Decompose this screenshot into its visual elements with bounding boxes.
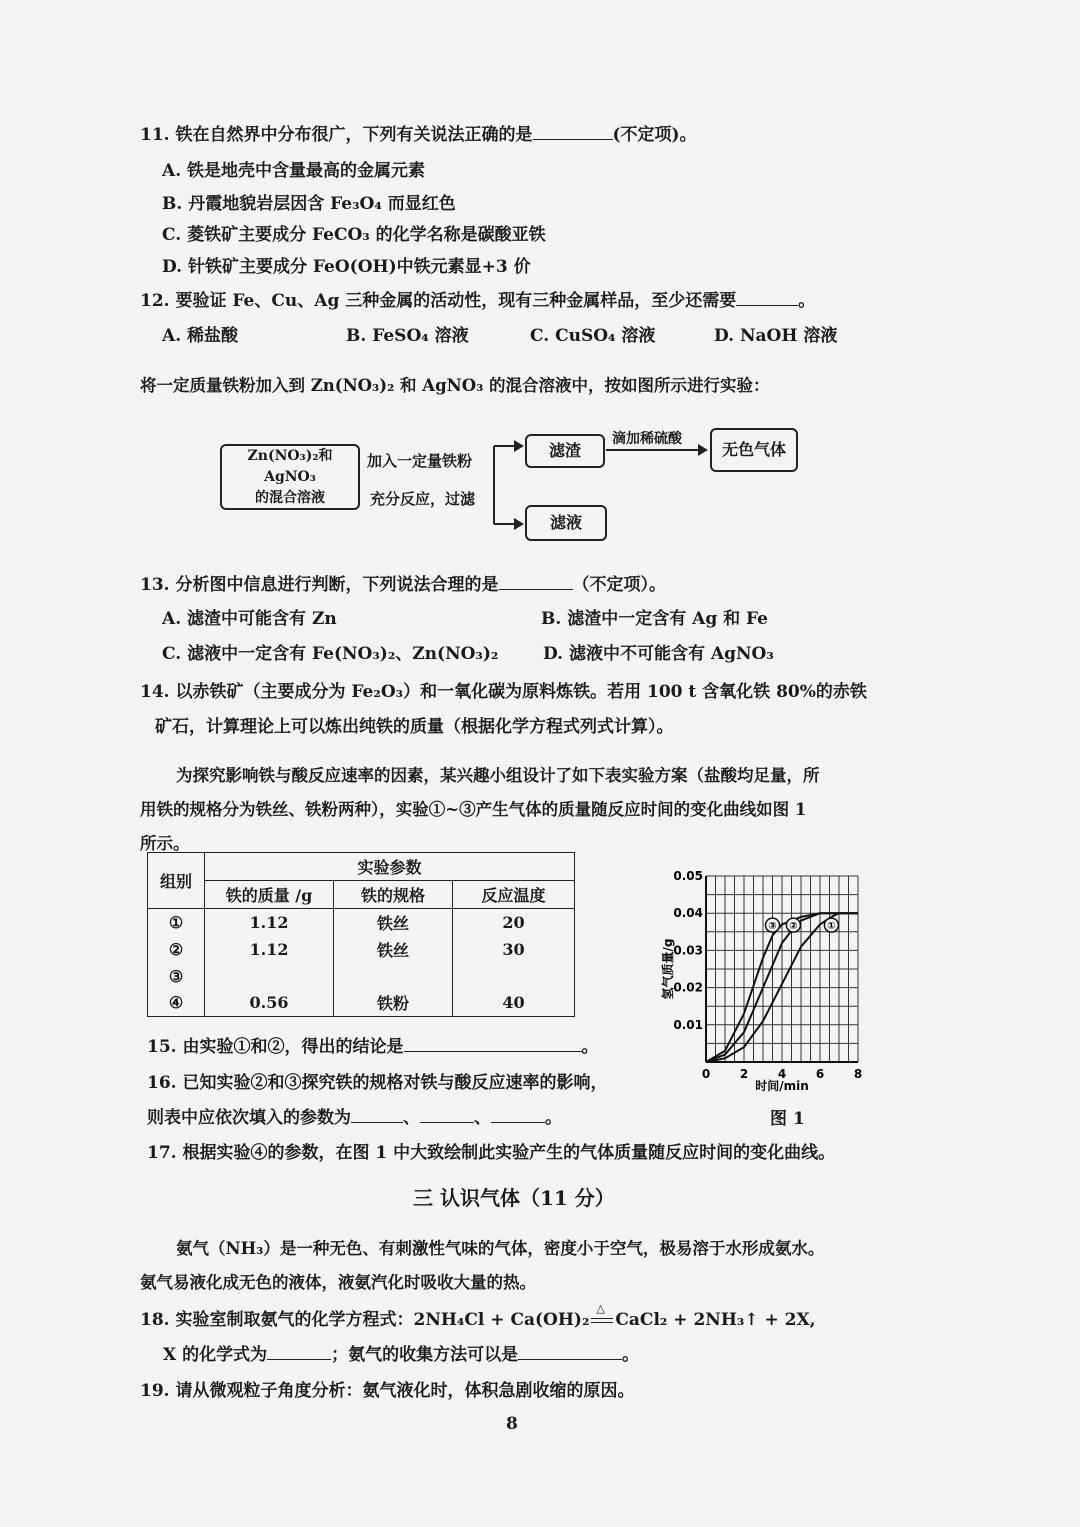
q18-line2-text-a: X 的化学式为	[163, 1345, 268, 1365]
q18-condition	[589, 1302, 615, 1330]
table-row	[148, 936, 575, 963]
arrow-bottom-label: 充分反应，过滤	[370, 490, 476, 508]
q18-line2	[163, 1340, 639, 1365]
q15-answer-blank[interactable]	[404, 1035, 582, 1052]
exp-intro-line1: 为探究影响铁与酸反应速率的因素，某兴趣小组设计了如下表实验方案（盐酸均足量，所	[176, 766, 820, 785]
q11-stem	[140, 120, 697, 145]
q12-answer-blank[interactable]	[736, 289, 798, 306]
filtrate-box: 滤液	[525, 505, 607, 541]
col-temp-header: 反应温度	[453, 881, 575, 909]
x-tick-label: 2	[739, 1067, 749, 1081]
q12-stem	[140, 286, 815, 311]
q19-stem: 19. 请从微观粒子角度分析：氨气液化时，体积急剧收缩的原因。	[140, 1381, 635, 1401]
x-tick-label: 6	[815, 1067, 825, 1081]
y-tick-label: 0.01	[673, 1017, 703, 1032]
row-mass: 1.12	[205, 909, 334, 936]
q13-option-d: D. 滤液中不可能含有 AgNO₃	[543, 644, 774, 664]
q11-stem-text: 11. 铁在自然界中分布很广，下列有关说法正确的是	[140, 125, 533, 145]
q16-line2	[147, 1103, 562, 1128]
q18-line1	[140, 1302, 816, 1330]
y-tick-label: 0.04	[673, 906, 703, 921]
q18-equation-left: 18. 实验室制取氨气的化学方程式：2NH₄Cl + Ca(OH)₂	[140, 1310, 590, 1330]
q16-line1: 16. 已知实验②和③探究铁的规格对铁与酸反应速率的影响，	[147, 1073, 608, 1093]
q16-sep: 、	[474, 1108, 491, 1128]
q16-blank-3[interactable]	[491, 1106, 545, 1123]
exp-intro-line2: 用铁的规格分为铁丝、铁粉两种），实验①~③产生气体的质量随反应时间的变化曲线如图 1	[140, 800, 807, 819]
row-id: ③	[148, 963, 205, 990]
q14-line2: 矿石，计算理论上可以炼出纯铁的质量（根据化学方程式列式计算）。	[155, 717, 674, 737]
start-line2: 的混合溶液	[255, 489, 325, 506]
nh3-intro-line1: 氨气（NH₃）是一种无色、有刺激性气味的气体，密度小于空气，极易溶于水形成氨水。	[176, 1239, 825, 1258]
row-mass: 1.12	[205, 936, 334, 963]
x-tick-label: 8	[853, 1067, 863, 1081]
start-solution-box	[220, 444, 360, 510]
q11-answer-blank[interactable]	[533, 123, 613, 140]
row-id: ④	[148, 990, 205, 1017]
q13-suffix: （不定项）。	[572, 575, 666, 595]
series-label: ①	[827, 921, 836, 933]
y-axis-label: 氢气质量/g	[661, 938, 675, 1000]
x-tick-label: 4	[777, 1067, 787, 1081]
q13-option-a: A. 滤渣中可能含有 Zn	[162, 609, 337, 629]
row-form: 铁粉	[334, 990, 453, 1017]
q17-stem: 17. 根据实验④的参数，在图 1 中大致绘制此实验产生的气体质量随反应时间的变化曲线。	[147, 1143, 836, 1163]
q12-option-b: B. FeSO₄ 溶液	[346, 326, 469, 346]
row-mass: 0.56	[205, 990, 334, 1017]
q16-blank-1[interactable]	[351, 1106, 403, 1123]
q11-option-d: D. 针铁矿主要成分 FeO(OH)中铁元素显+3 价	[162, 257, 531, 277]
exp-intro-line3: 所示。	[140, 834, 190, 853]
q12-option-c: C. CuSO₄ 溶液	[530, 326, 656, 346]
q15-stem	[147, 1032, 599, 1057]
params-header: 实验参数	[205, 853, 575, 881]
start-line1: Zn(NO₃)₂和AgNO₃	[247, 447, 333, 485]
q16-sep: 、	[403, 1108, 420, 1128]
q18-equation-right: CaCl₂ + 2NH₃↑ + 2X,	[615, 1310, 816, 1330]
y-tick-label: 0.02	[673, 980, 703, 995]
group-header: 组别	[148, 853, 205, 909]
row-temp: 30	[453, 936, 575, 963]
q15-stem-text: 15. 由实验①和②，得出的结论是	[147, 1037, 404, 1057]
q18-blank-formula[interactable]	[267, 1343, 331, 1360]
q18-line2-text-b: ；氨气的收集方法可以是	[331, 1345, 519, 1365]
row-form: 铁丝	[334, 909, 453, 936]
q11-option-b: B. 丹霞地貌岩层因含 Fe₃O₄ 而显红色	[162, 194, 456, 214]
col-form-header: 铁的规格	[334, 881, 453, 909]
table-row	[148, 909, 575, 936]
q14-line1: 14. 以赤铁矿（主要成分为 Fe₂O₃）和一氧化碳为原料炼铁。若用 100 t 含氧化铁 80%的赤铁	[140, 682, 867, 702]
q13-option-c: C. 滤液中一定含有 Fe(NO₃)₂、Zn(NO₃)₂	[162, 644, 499, 664]
q12-option-d: D. NaOH 溶液	[714, 326, 838, 346]
page-number: 8	[506, 1414, 518, 1434]
col-mass-header: 铁的质量 /g	[205, 881, 334, 909]
table-row	[148, 963, 575, 990]
y-tick-label: 0.05	[673, 869, 703, 883]
row-temp-blank[interactable]	[453, 963, 575, 990]
q12-option-a: A. 稀盐酸	[162, 326, 239, 346]
heat-symbol: △	[596, 1302, 605, 1315]
row-id: ①	[148, 909, 205, 936]
q16-blank-2[interactable]	[420, 1106, 474, 1123]
row-temp: 20	[453, 909, 575, 936]
section3-title: 三 认识气体（11 分）	[413, 1186, 615, 1210]
q11-suffix: (不定项)。	[612, 125, 697, 145]
q15-suffix: 。	[581, 1037, 599, 1057]
y-tick-label: 0.03	[673, 943, 703, 958]
row-id: ②	[148, 936, 205, 963]
q13-stem	[140, 570, 666, 595]
x-axis-label: 时间/min	[755, 1079, 809, 1093]
q12-stem-text: 12. 要验证 Fe、Cu、Ag 三种金属的活动性，现有三种金属样品，至少还需要	[140, 291, 737, 311]
q16-line2-text: 则表中应依次填入的参数为	[147, 1108, 351, 1128]
q16-end: 。	[545, 1108, 562, 1128]
nh3-intro-line2: 氨气易液化成无色的液体，液氨汽化时吸收大量的热。	[140, 1273, 536, 1292]
arrow-top-label: 加入一定量铁粉	[367, 452, 473, 470]
gas-box: 无色气体	[710, 428, 798, 472]
q13-answer-blank[interactable]	[499, 573, 573, 590]
q13-stem-text: 13. 分析图中信息进行判断，下列说法合理的是	[140, 575, 499, 595]
q11-option-c: C. 菱铁矿主要成分 FeCO₃ 的化学名称是碳酸亚铁	[162, 225, 546, 245]
figure1-chart	[650, 860, 880, 1095]
residue-box: 滤渣	[525, 434, 605, 468]
series-label: ②	[789, 921, 798, 933]
experiment-table	[147, 852, 575, 1017]
series-label: ③	[768, 921, 777, 933]
figure1-caption: 图 1	[770, 1109, 805, 1129]
x-tick-label: 0	[701, 1067, 711, 1081]
acid-label: 滴加稀硫酸	[612, 431, 682, 447]
q18-blank-collection[interactable]	[518, 1343, 622, 1360]
flow-intro: 将一定质量铁粉加入到 Zn(NO₃)₂ 和 AgNO₃ 的混合溶液中，按如图所示进行实验：	[140, 376, 770, 395]
q12-suffix: 。	[798, 291, 816, 311]
q18-line2-text-c: 。	[622, 1345, 640, 1365]
row-form-blank[interactable]	[334, 963, 453, 990]
table-row	[148, 990, 575, 1017]
row-form: 铁丝	[334, 936, 453, 963]
row-mass-blank[interactable]	[205, 963, 334, 990]
q13-option-b: B. 滤渣中一定含有 Ag 和 Fe	[541, 609, 768, 629]
row-temp: 40	[453, 990, 575, 1017]
q11-option-a: A. 铁是地壳中含量最高的金属元素	[162, 161, 426, 181]
